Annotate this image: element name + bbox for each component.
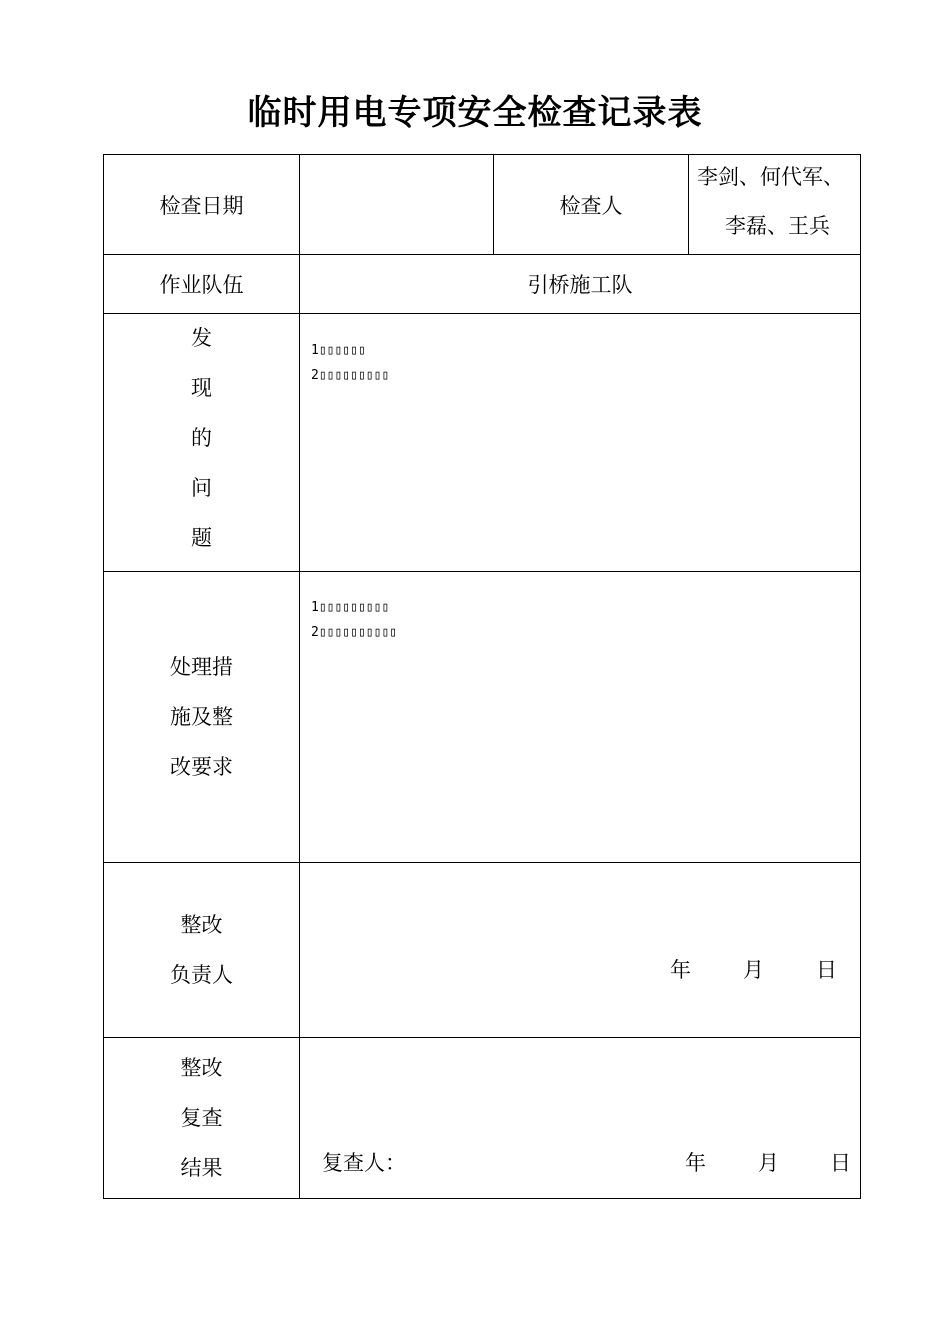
rectify-owner-label <box>104 863 299 1037</box>
inspection-record-table <box>103 154 861 1199</box>
inspector-names <box>689 155 860 254</box>
rectify-year: 年 <box>670 958 691 982</box>
recheck-label-line: 结果 <box>180 1156 223 1180</box>
recheck-label <box>104 1038 299 1198</box>
problems-label-char: 问 <box>191 476 212 500</box>
inspection-date-field[interactable] <box>300 155 493 254</box>
measures-label-line: 施及整 <box>170 705 233 729</box>
list-item: 2▯▯▯▯▯▯▯▯▯ <box>311 368 390 383</box>
measures-label <box>104 572 299 862</box>
inspection-date-label: 检查日期 <box>159 193 244 218</box>
rectify-owner-label-line: 负责人 <box>170 963 233 987</box>
list-item: 1▯▯▯▯▯▯ <box>311 343 366 358</box>
problems-label-char: 题 <box>191 526 212 550</box>
team-label: 作业队伍 <box>159 273 244 297</box>
problems-label-char: 的 <box>191 426 212 450</box>
list-item: 1▯▯▯▯▯▯▯▯▯ <box>311 600 390 615</box>
measures-label-line: 改要求 <box>170 755 233 779</box>
problems-label-char: 发 <box>191 326 212 350</box>
problems-label-char: 现 <box>191 376 212 400</box>
inspector-names-line1: 李剑、何代军、 <box>697 165 844 189</box>
team-value: 引桥施工队 <box>527 273 633 297</box>
measures-list <box>311 595 851 645</box>
rectify-month: 月 <box>743 958 764 982</box>
recheck-label-line: 复查 <box>180 1106 223 1130</box>
problems-label <box>104 313 299 571</box>
inspector-names-line2: 李磊、王兵 <box>725 214 830 238</box>
rectify-day: 日 <box>816 958 837 982</box>
recheck-label-line: 整改 <box>180 1056 223 1080</box>
rechecker-label: 复查人： <box>322 1151 406 1175</box>
list-item: 2▯▯▯▯▯▯▯▯▯▯ <box>311 625 398 640</box>
rectify-owner-label-line: 整改 <box>180 913 223 937</box>
problems-list <box>311 338 851 388</box>
page-title: 临时用电专项安全检查记录表 <box>247 93 703 133</box>
inspector-label: 检查人 <box>559 193 623 218</box>
recheck-month: 月 <box>758 1151 779 1175</box>
recheck-day: 日 <box>830 1151 851 1175</box>
measures-label-line: 处理措 <box>170 655 233 679</box>
recheck-year: 年 <box>685 1151 706 1175</box>
